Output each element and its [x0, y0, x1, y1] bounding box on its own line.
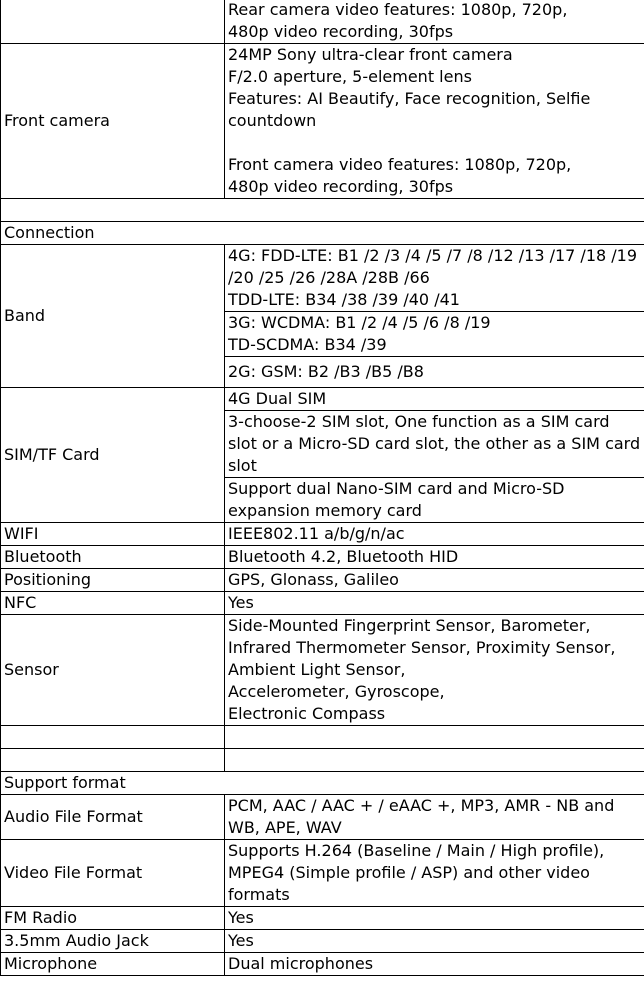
spec-value-cell: 3-choose-2 SIM slot, One function as a SIM card slot or a Micro-SD card slot, the other as a SIM card slot	[225, 411, 644, 478]
spec-label-cell: Audio File Format	[1, 795, 225, 840]
spec-value-cell: Supports H.264 (Baseline / Main / High profile), MPEG4 (Simple profile / ASP) and other video formats	[225, 840, 644, 907]
blank-cell	[1, 749, 225, 772]
table-row	[1, 245, 644, 312]
spec-value-cell: Side-Mounted Fingerprint Sensor, Barometer, Infrared Thermometer Sensor, Proximity Sensor, Ambient Light Sensor, Accelerometer, Gyroscope, Electronic Compass	[225, 615, 644, 726]
table-row	[1, 930, 644, 953]
blank-row	[1, 199, 644, 222]
blank-cell	[225, 749, 644, 772]
spec-value-cell: Dual microphones	[225, 953, 644, 976]
spec-label-cell: Microphone	[1, 953, 225, 976]
blank-row	[1, 726, 644, 749]
blank-row	[1, 749, 644, 772]
spec-value-cell: 3G: WCDMA: B1 /2 /4 /5 /6 /8 /19 TD-SCDMA: B34 /39	[225, 312, 644, 357]
spec-label-cell: Video File Format	[1, 840, 225, 907]
blank-cell	[1, 199, 644, 222]
spec-value-cell: Support dual Nano-SIM card and Micro-SD expansion memory card	[225, 478, 644, 523]
table-row	[1, 615, 644, 726]
section-heading-support-format: Support format	[1, 772, 644, 795]
spec-label-cell: Sensor	[1, 615, 225, 726]
blank-cell	[225, 726, 644, 749]
spec-value-cell: Yes	[225, 592, 644, 615]
blank-cell	[1, 726, 225, 749]
table-row	[1, 953, 644, 976]
spec-label-cell: SIM/TF Card	[1, 388, 225, 523]
spec-value-cell: Rear camera video features: 1080p, 720p, 480p video recording, 30fps	[225, 0, 644, 44]
section-row	[1, 222, 644, 245]
spec-value-cell: 24MP Sony ultra-clear front camera F/2.0 aperture, 5-element lens Features: AI Beautify, Face recognition, Selfie countdown Front camera video features: 1080p, 720p, 480p video recording, 30fps	[225, 44, 644, 199]
table-row	[1, 523, 644, 546]
table-row	[1, 795, 644, 840]
table-row	[1, 44, 644, 199]
spec-value-cell: Yes	[225, 930, 644, 953]
spec-label-cell: FM Radio	[1, 907, 225, 930]
spec-value-cell: 2G: GSM: B2 /B3 /B5 /B8	[225, 357, 644, 388]
spec-table-body	[1, 0, 644, 976]
spec-value-cell: Bluetooth 4.2, Bluetooth HID	[225, 546, 644, 569]
spec-value-cell: PCM, AAC / AAC + / eAAC +, MP3, AMR - NB and WB, APE, WAV	[225, 795, 644, 840]
table-row	[1, 569, 644, 592]
table-row	[1, 592, 644, 615]
spec-value-cell: Yes	[225, 907, 644, 930]
spec-label-cell: NFC	[1, 592, 225, 615]
spec-label-cell: Front camera	[1, 44, 225, 199]
spec-label-cell: WIFI	[1, 523, 225, 546]
table-row	[1, 840, 644, 907]
spec-label-cell	[1, 0, 225, 44]
table-row	[1, 388, 644, 411]
spec-label-cell: 3.5mm Audio Jack	[1, 930, 225, 953]
spec-value-cell: GPS, Glonass, Galileo	[225, 569, 644, 592]
spec-value-cell: IEEE802.11 a/b/g/n/ac	[225, 523, 644, 546]
table-row	[1, 907, 644, 930]
spec-value-cell: 4G Dual SIM	[225, 388, 644, 411]
spec-label-cell: Bluetooth	[1, 546, 225, 569]
section-row	[1, 772, 644, 795]
spec-label-cell: Band	[1, 245, 225, 388]
section-heading-connection: Connection	[1, 222, 644, 245]
table-row	[1, 0, 644, 44]
spec-value-cell: 4G: FDD-LTE: B1 /2 /3 /4 /5 /7 /8 /12 /13 /17 /18 /19 /20 /25 /26 /28A /28B /66 TDD-LTE: B34 /38 /39 /40 /41	[225, 245, 644, 312]
spec-label-cell: Positioning	[1, 569, 225, 592]
table-row	[1, 546, 644, 569]
